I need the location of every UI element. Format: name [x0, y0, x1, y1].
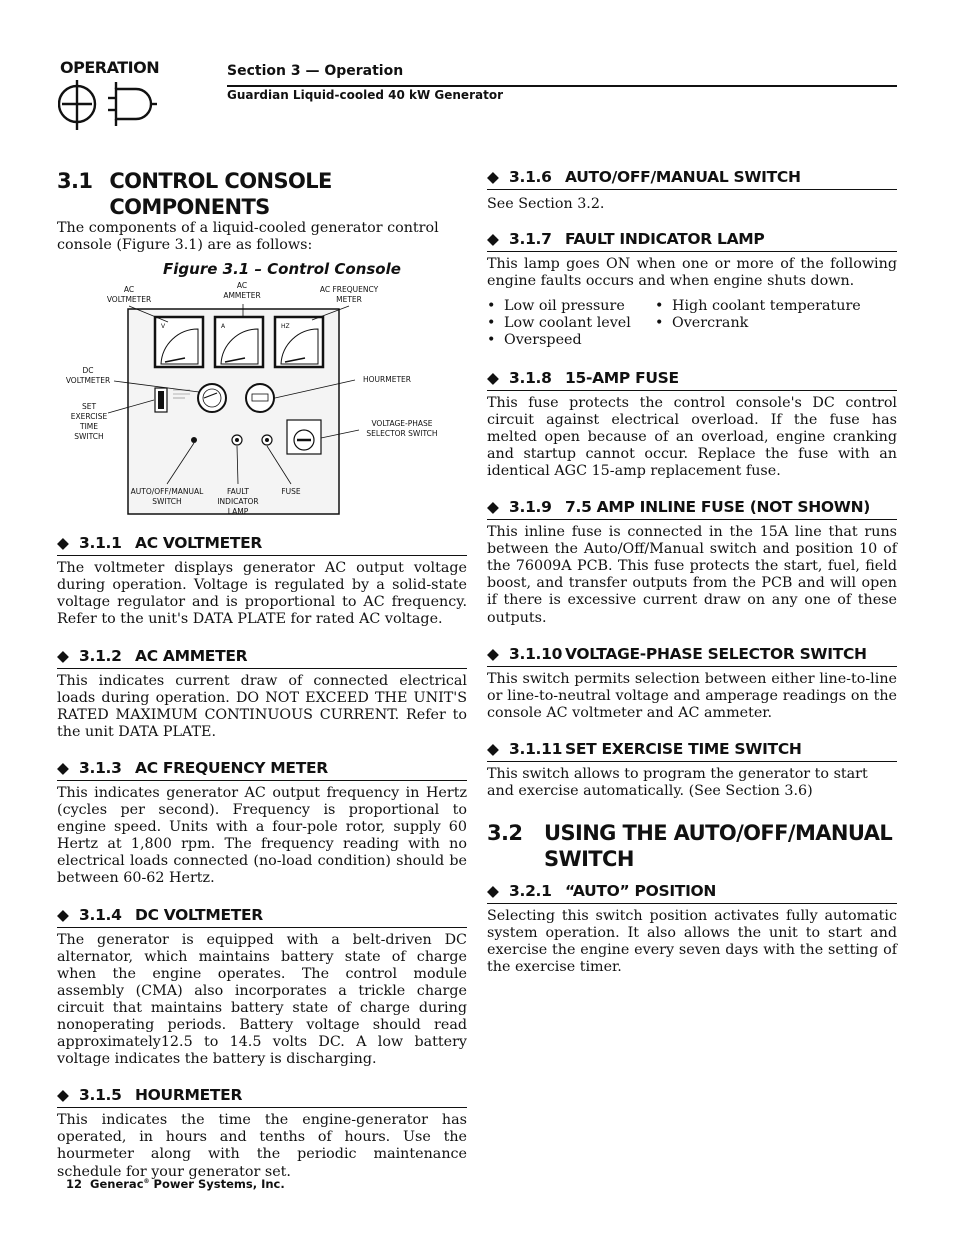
label-dc-voltmeter: DC VOLTMETER: [65, 366, 111, 386]
subsection-body: This switch allows to program the generator to start and exercise automatically. (See Section 3.6): [487, 765, 868, 799]
meter-hz-label: HZ: [281, 323, 290, 331]
subsection-body: This indicates current draw of connected electrical loads during operation. DO NOT EXCEED THE UNIT'S RATED MAXIMUM CONTINUOUS CURRENT. Refer to the unit DATA PLATE.: [57, 672, 467, 740]
heading-title-line1: USING THE AUTO/OFF/MANUAL: [544, 821, 893, 846]
footer-company: Generac: [90, 1177, 144, 1191]
subsection-3-2-1: ◆ 3.2.1 “AUTO” POSITION Selecting this switch position activates fully automatic system operation. It also allows the unit to start and exercise the engine every seven days with the setting of the exercise timer.: [487, 882, 897, 976]
subsection-body: This lamp goes ON when one or more of the following engine faults occurs and when engine shuts down.: [487, 256, 897, 290]
header-rule: [227, 85, 897, 87]
operation-tab-label: OPERATION: [60, 58, 160, 77]
subsection-3-1-3: ◆ 3.1.3 AC FREQUENCY METER This indicates generator AC output frequency in Hertz (cycles per second). Frequency is proportional to engine speed. Units with a four-pole rotor, supply 60 Hertz at 1,800 rpm. The frequency reading with no electrical loads connected (no-load condition) should be between 60-62 Hertz.: [57, 758, 467, 887]
page-number: 12: [66, 1177, 83, 1191]
subsection-3-1-11: ◆ 3.1.11 SET EXERCISE TIME SWITCH This switch allows to program the generator to start and exercise automatically. (See Section 3.6): [487, 740, 897, 800]
meter-v-label: V: [161, 323, 166, 331]
subsection-3-1-1: ◆ 3.1.1 AC VOLTMETER The voltmeter displays generator AC output voltage during operation. Voltage is regulated by a solid-state voltage regulator and is proportional to AC frequency. Refer to the unit's DATA PLATE for rated AC voltage.: [57, 534, 467, 628]
document-subtitle: Guardian Liquid-cooled 40 kW Generator: [227, 88, 503, 102]
subsection-3-1-9: ◆ 3.1.9 7.5 AMP INLINE FUSE (NOT SHOWN) This inline fuse is connected in the 15A line that runs between the Auto/Off/Manual switch and position 10 of the 76009A PCB. This fuse protects the start, fuel, field boost, and transfer outputs from the PCB and will open if there is excessive current draw on any one of these outputs.: [487, 498, 897, 626]
figure-caption: Figure 3.1 – Control Console: [163, 260, 401, 279]
heading-title: CONTROL CONSOLE COMPONENTS: [109, 169, 332, 219]
list-item: • Overspeed: [487, 332, 655, 349]
subsection-body: The voltmeter displays generator AC output voltage during operation. Voltage is regulated by a solid-state voltage regulator and is proportional to AC frequency. Refer to the unit's DATA PLATE for rated AC voltage.: [57, 560, 467, 628]
heading-title-line2: SWITCH: [544, 847, 634, 872]
subsection-3-1-2: ◆ 3.1.2 AC AMMETER This indicates current draw of connected electrical loads during operation. DO NOT EXCEED THE UNIT'S RATED MAXIMUM CONTINUOUS CURRENT. Refer to the unit DATA PLATE.: [57, 646, 467, 740]
section-3-1-heading: [57, 168, 467, 220]
subsection-body: The generator is equipped with a belt-driven DC alternator, which maintains battery state of charge when the engine operates. The control module assembly (CMA) also incorporates a trickle charge circuit that maintains battery state of charge during nonoperating periods. Battery voltage should read approximately12.5 to 14.5 volts DC. A low battery voltage indicates the battery is discharging.: [57, 931, 467, 1068]
label-auto-off-manual: AUTO/OFF/MANUAL SWITCH: [130, 487, 204, 507]
subsection-3-1-6: ◆ 3.1.6 AUTO/OFF/MANUAL SWITCH See Section 3.2.: [487, 168, 897, 213]
subsection-body: This inline fuse is connected in the 15A line that runs between the Auto/Off/Manual switch and position 10 of the 76009A PCB. This fuse protects the start, fuel, field boost, and transfer outputs from the PCB and will open if there is excessive current draw on any one of these outputs.: [487, 524, 897, 626]
generator-plug-icon: [58, 80, 158, 132]
list-item: • Low oil pressure: [487, 298, 655, 315]
meter-a-label: A: [221, 323, 226, 331]
heading-number: 3.1: [57, 169, 93, 193]
page-footer: [66, 1177, 285, 1191]
subsection-body: This indicates generator AC output frequency in Hertz (cycles per second). Frequency is proportional to engine speed. Units with a four-pole rotor, supply 60 Hertz at 1,800 rpm. The frequency reading with no electrical loads connected (no-load condition) should be between 60-62 Hertz.: [57, 784, 467, 887]
label-fault-lamp: FAULT INDICATOR LAMP: [217, 487, 259, 517]
auto-off-manual-knob: [191, 437, 197, 443]
section-3-2-heading: [487, 820, 897, 872]
label-ac-ammeter: AC AMMETER: [223, 281, 261, 301]
heading-number: 3.2: [487, 821, 523, 846]
fault-list: [487, 298, 897, 349]
section-title: Section 3 — Operation: [227, 63, 404, 79]
subsection-3-1-10: ◆ 3.1.10 VOLTAGE-PHASE SELECTOR SWITCH This switch permits selection between either line-to-line or line-to-neutral voltage and amperage readings on the console AC voltmeter and AC ammeter.: [487, 644, 897, 721]
subsection-3-1-4: ◆ 3.1.4 DC VOLTMETER The generator is equipped with a belt-driven DC alternator, which maintains battery state of charge when the engine operates. The control module assembly (CMA) also incorporates a trickle charge circuit that maintains battery state of charge during nonoperating periods. Battery voltage should read approximately12.5 to 14.5 volts DC. A low battery voltage indicates the battery is discharging.: [57, 905, 467, 1068]
subsection-3-1-8: ◆ 3.1.8 15-AMP FUSE This fuse protects the control console's DC control circuit against electrical overload. If the fuse has melted open because of an overload, engine cranking and startup cannot occur. Replace the fuse with an identical AGC 15-amp replacement fuse.: [487, 368, 897, 479]
dc-voltmeter-gauge: [198, 384, 226, 412]
subsection-body: This fuse protects the control console's DC control circuit against electrical overload. If the fuse has melted open because of an overload, engine cranking and startup cannot occur. Replace the fuse with an identical AGC 15-amp replacement fuse.: [487, 394, 897, 479]
control-console-figure: [57, 280, 467, 530]
subsection-body: This indicates the time the engine-generator has operated, in hours and tenths of hours. Use the hourmeter along with the periodic maintenance schedule for your generator set.: [57, 1112, 467, 1180]
label-ac-frequency-meter: AC FREQUENCY METER: [319, 285, 379, 305]
subsection-3-1-7: ◆ 3.1.7 FAULT INDICATOR LAMP This lamp goes ON when one or more of the following engine faults occurs and when engine shuts down. • Low oil pressure • High coolant temperature • Low coolant level • Overcrank • Overspeed: [487, 230, 897, 349]
list-item: • Overcrank: [655, 315, 895, 332]
subsection-3-1-5: ◆ 3.1.5 HOURMETER This indicates the time the engine-generator has operated, in hours and tenths of hours. Use the hourmeter along with the periodic maintenance schedule for your generator set.: [57, 1086, 467, 1180]
registered-mark: ®: [143, 1178, 150, 1186]
section-3-2: [487, 820, 897, 976]
list-item: • Low coolant level: [487, 315, 655, 332]
label-fuse: FUSE: [281, 487, 301, 497]
label-set-exercise-switch: SET EXERCISE TIME SWITCH: [70, 402, 108, 442]
subsection-body: See Section 3.2.: [487, 196, 605, 212]
footer-suffix: Power Systems, Inc.: [153, 1177, 285, 1191]
list-item: • High coolant temperature: [655, 298, 895, 315]
subsection-body: This switch permits selection between either line-to-line or line-to-neutral voltage and amperage readings on the console AC voltmeter and AC ammeter.: [487, 670, 897, 721]
subsection-body: Selecting this switch position activates fully automatic system operation. It also allows the unit to start and exercise the engine every seven days with the setting of the exercise timer.: [487, 908, 897, 976]
right-column: [487, 168, 897, 976]
label-hourmeter: HOURMETER: [363, 375, 411, 385]
label-ac-voltmeter: AC VOLTMETER: [106, 285, 152, 305]
left-column: [57, 168, 467, 1181]
label-voltage-phase: VOLTAGE-PHASE SELECTOR SWITCH: [366, 419, 438, 439]
section-3-1-intro: The components of a liquid-cooled generator control console (Figure 3.1) are as follows:: [57, 220, 439, 254]
